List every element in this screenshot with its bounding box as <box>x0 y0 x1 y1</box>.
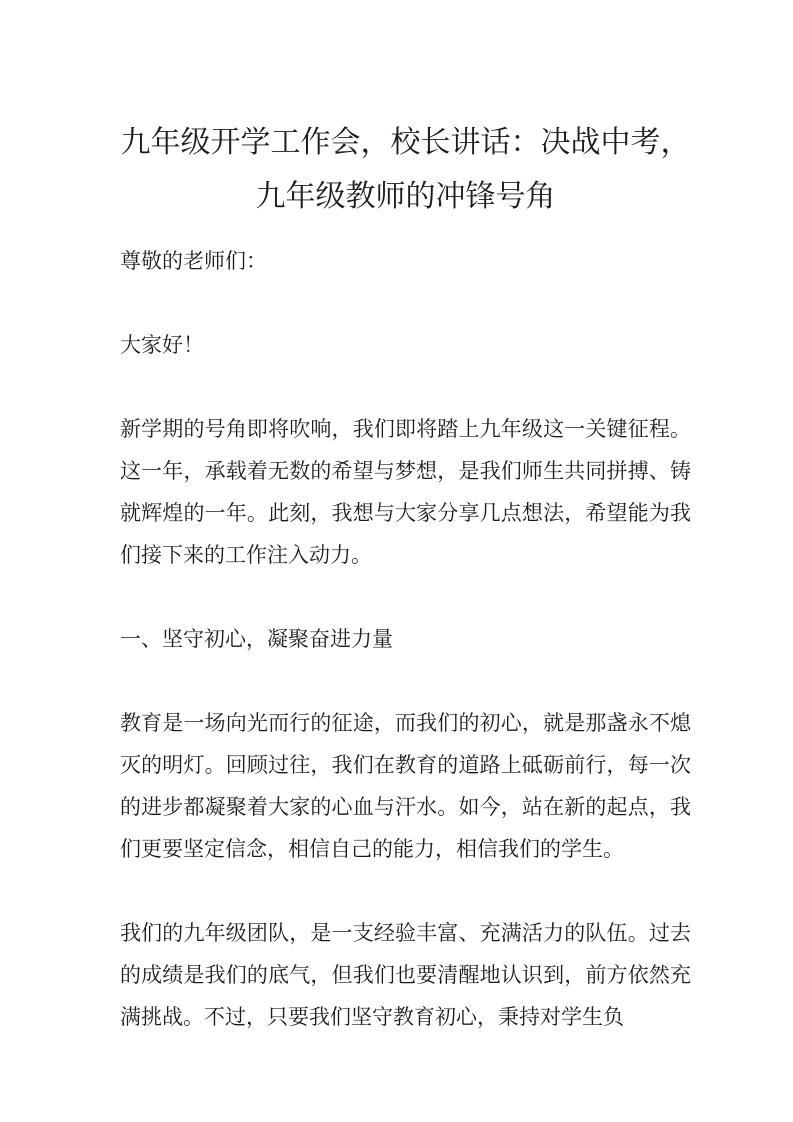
salutation-paragraph: 尊敬的老师们： <box>120 249 267 273</box>
document-title-line-1: 九年级开学工作会，校长讲话：决战中考， <box>120 126 691 159</box>
document-body <box>120 240 691 1038</box>
section-1-paragraph-1: 教育是一场向光而行的征途，而我们的初心，就是那盏永不熄灭的明灯。回顾过往，我们在教育的道路上砥砺前行，每一次的进步都凝聚着大家的心血与汗水。如今，站在新的起点，我们更要坚定信念，相信自己的能力，相信我们的学生。 <box>120 711 691 861</box>
section-heading-1: 一、坚守初心，凝聚奋进力量 <box>120 627 393 651</box>
document-title-line-2: 九年级教师的冲锋号角 <box>255 180 556 213</box>
document-title <box>120 116 691 224</box>
greeting-paragraph: 大家好！ <box>120 333 204 357</box>
intro-paragraph: 新学期的号角即将吹响，我们即将踏上九年级这一关键征程。这一年，承载着无数的希望与梦想，是我们师生共同拼搏、铸就辉煌的一年。此刻，我想与大家分享几点想法，希望能为我们接下来的工作注入动力。 <box>120 417 691 567</box>
section-1-paragraph-2: 我们的九年级团队，是一支经验丰富、充满活力的队伍。过去的成绩是我们的底气，但我们也要清醒地认识到，前方依然充满挑战。不过，只要我们坚守教育初心，秉持对学生负 <box>120 921 691 1029</box>
